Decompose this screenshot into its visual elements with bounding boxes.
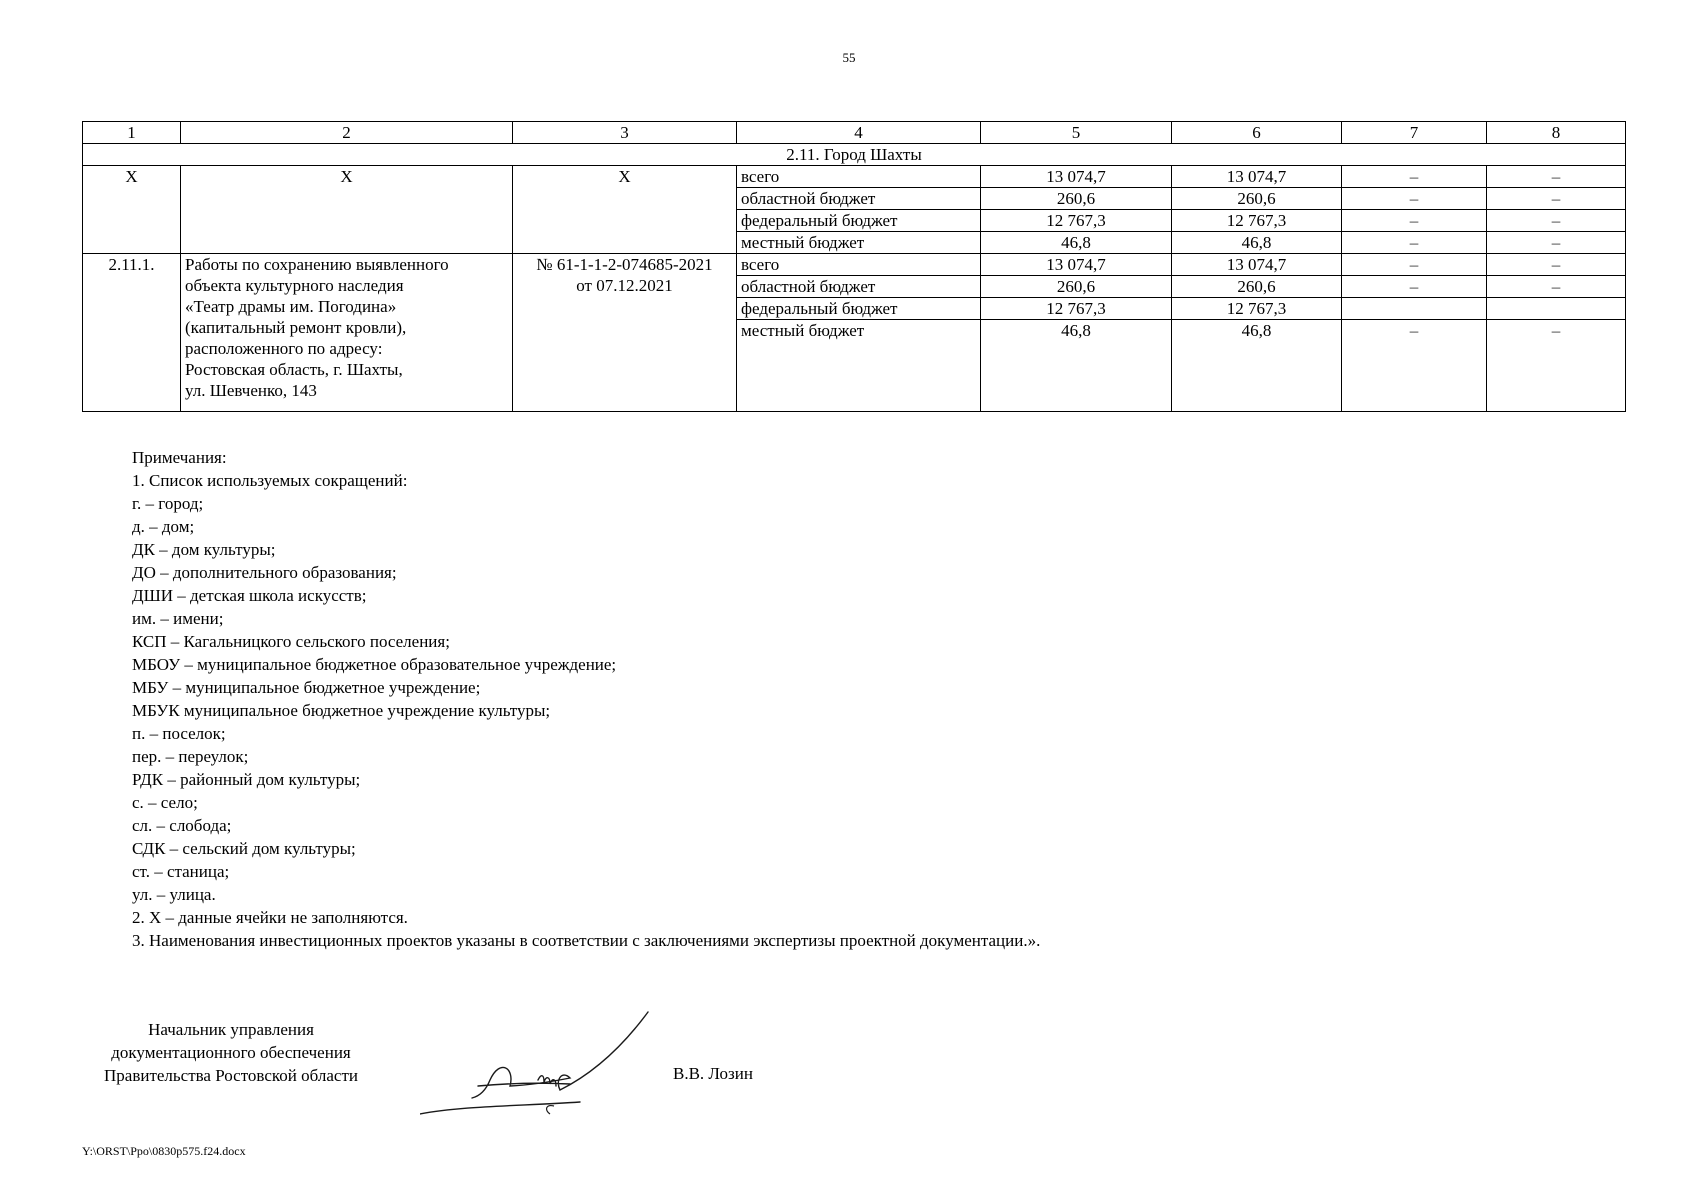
note-line: д. – дом; — [132, 517, 195, 536]
column-header: 1 — [83, 122, 181, 144]
value-cell: 46,8 — [1172, 232, 1342, 254]
funding-source-label: местный бюджет — [737, 232, 981, 254]
table-row — [83, 254, 1626, 276]
value-cell: – — [1342, 166, 1487, 188]
note-line: 2. Х – данные ячейки не заполняются. — [132, 908, 408, 927]
funding-source-label: всего — [737, 166, 981, 188]
budget-table — [82, 121, 1626, 412]
note-line: ДО – дополнительного образования; — [132, 563, 397, 582]
section-title: 2.11. Город Шахты — [83, 144, 1626, 166]
notes-section — [132, 446, 1040, 952]
note-line: МБУК муниципальное бюджетное учреждение культуры; — [132, 701, 551, 720]
value-cell — [1342, 298, 1487, 320]
note-line: ст. – станица; — [132, 862, 230, 881]
value-cell: 13 074,7 — [981, 254, 1172, 276]
signer-position-line: документационного обеспечения — [111, 1043, 351, 1062]
funding-source-label: всего — [737, 254, 981, 276]
note-line: КСП – Кагальницкого сельского поселения; — [132, 632, 450, 651]
summary-number-cell: Х — [83, 166, 181, 254]
value-cell: 46,8 — [981, 232, 1172, 254]
column-header: 5 — [981, 122, 1172, 144]
note-line: ул. – улица. — [132, 885, 216, 904]
column-header: 3 — [513, 122, 737, 144]
value-cell: – — [1342, 254, 1487, 276]
funding-source-label: местный бюджет — [737, 320, 981, 412]
table-header-row — [83, 122, 1626, 144]
value-cell: 12 767,3 — [981, 210, 1172, 232]
notes-title: Примечания: — [132, 448, 227, 467]
value-cell: – — [1487, 166, 1626, 188]
note-line: с. – село; — [132, 793, 198, 812]
value-cell: 12 767,3 — [1172, 210, 1342, 232]
value-cell: 13 074,7 — [1172, 254, 1342, 276]
note-line: г. – город; — [132, 494, 204, 513]
value-cell: 12 767,3 — [1172, 298, 1342, 320]
value-cell: 46,8 — [981, 320, 1172, 412]
signer-position-line: Правительства Ростовской области — [104, 1066, 358, 1085]
item-number-cell: 2.11.1. — [83, 254, 181, 412]
note-line: им. – имени; — [132, 609, 224, 628]
handwritten-signature — [420, 1010, 670, 1120]
value-cell: – — [1342, 276, 1487, 298]
signer-position — [76, 1018, 386, 1087]
value-cell: – — [1487, 254, 1626, 276]
value-cell: – — [1487, 276, 1626, 298]
table-row — [83, 166, 1626, 188]
value-cell: – — [1487, 320, 1626, 412]
column-header: 4 — [737, 122, 981, 144]
item-document-cell: № 61-1-1-2-074685-2021 от 07.12.2021 — [513, 254, 737, 412]
column-header: 8 — [1487, 122, 1626, 144]
value-cell: 13 074,7 — [1172, 166, 1342, 188]
note-line: пер. – переулок; — [132, 747, 249, 766]
note-line: 1. Список используемых сокращений: — [132, 471, 408, 490]
note-line: МБУ – муниципальное бюджетное учреждение; — [132, 678, 481, 697]
value-cell — [1487, 298, 1626, 320]
page-number: 55 — [842, 50, 856, 65]
note-line: РДК – районный дом культуры; — [132, 770, 361, 789]
value-cell: 260,6 — [981, 276, 1172, 298]
signer-position-line: Начальник управления — [148, 1020, 314, 1039]
value-cell: – — [1342, 210, 1487, 232]
note-line: ДШИ – детская школа искусств; — [132, 586, 367, 605]
item-description-cell: Работы по сохранению выявленного объекта культурного наследия «Театр драмы им. Погодина» (капитальный ремонт кровли), расположенного по адресу: Ростовская область, г. Шахты, ул. Шевченко, 143 — [181, 254, 513, 412]
column-header: 6 — [1172, 122, 1342, 144]
summary-document-cell: Х — [513, 166, 737, 254]
value-cell: – — [1342, 188, 1487, 210]
value-cell: – — [1342, 320, 1487, 412]
column-header: 2 — [181, 122, 513, 144]
section-row — [83, 144, 1626, 166]
note-line: МБОУ – муниципальное бюджетное образовательное учреждение; — [132, 655, 617, 674]
note-line: п. – поселок; — [132, 724, 226, 743]
value-cell: 260,6 — [1172, 276, 1342, 298]
value-cell: 46,8 — [1172, 320, 1342, 412]
funding-source-label: федеральный бюджет — [737, 298, 981, 320]
column-header: 7 — [1342, 122, 1487, 144]
note-line: 3. Наименования инвестиционных проектов указаны в соответствии с заключениями экспертизы проектной документации.». — [132, 931, 1041, 950]
value-cell: 260,6 — [1172, 188, 1342, 210]
summary-description-cell: Х — [181, 166, 513, 254]
value-cell: – — [1487, 210, 1626, 232]
funding-source-label: федеральный бюджет — [737, 210, 981, 232]
note-line: сл. – слобода; — [132, 816, 232, 835]
file-path: Y:\ORST\Ppo\0830p575.f24.docx — [82, 1144, 246, 1158]
signer-name: В.В. Лозин — [673, 1064, 753, 1083]
value-cell: – — [1342, 232, 1487, 254]
value-cell: 13 074,7 — [981, 166, 1172, 188]
value-cell: – — [1487, 188, 1626, 210]
funding-source-label: областной бюджет — [737, 276, 981, 298]
funding-source-label: областной бюджет — [737, 188, 981, 210]
note-line: ДК – дом культуры; — [132, 540, 276, 559]
value-cell: 12 767,3 — [981, 298, 1172, 320]
note-line: СДК – сельский дом культуры; — [132, 839, 356, 858]
value-cell: – — [1487, 232, 1626, 254]
value-cell: 260,6 — [981, 188, 1172, 210]
